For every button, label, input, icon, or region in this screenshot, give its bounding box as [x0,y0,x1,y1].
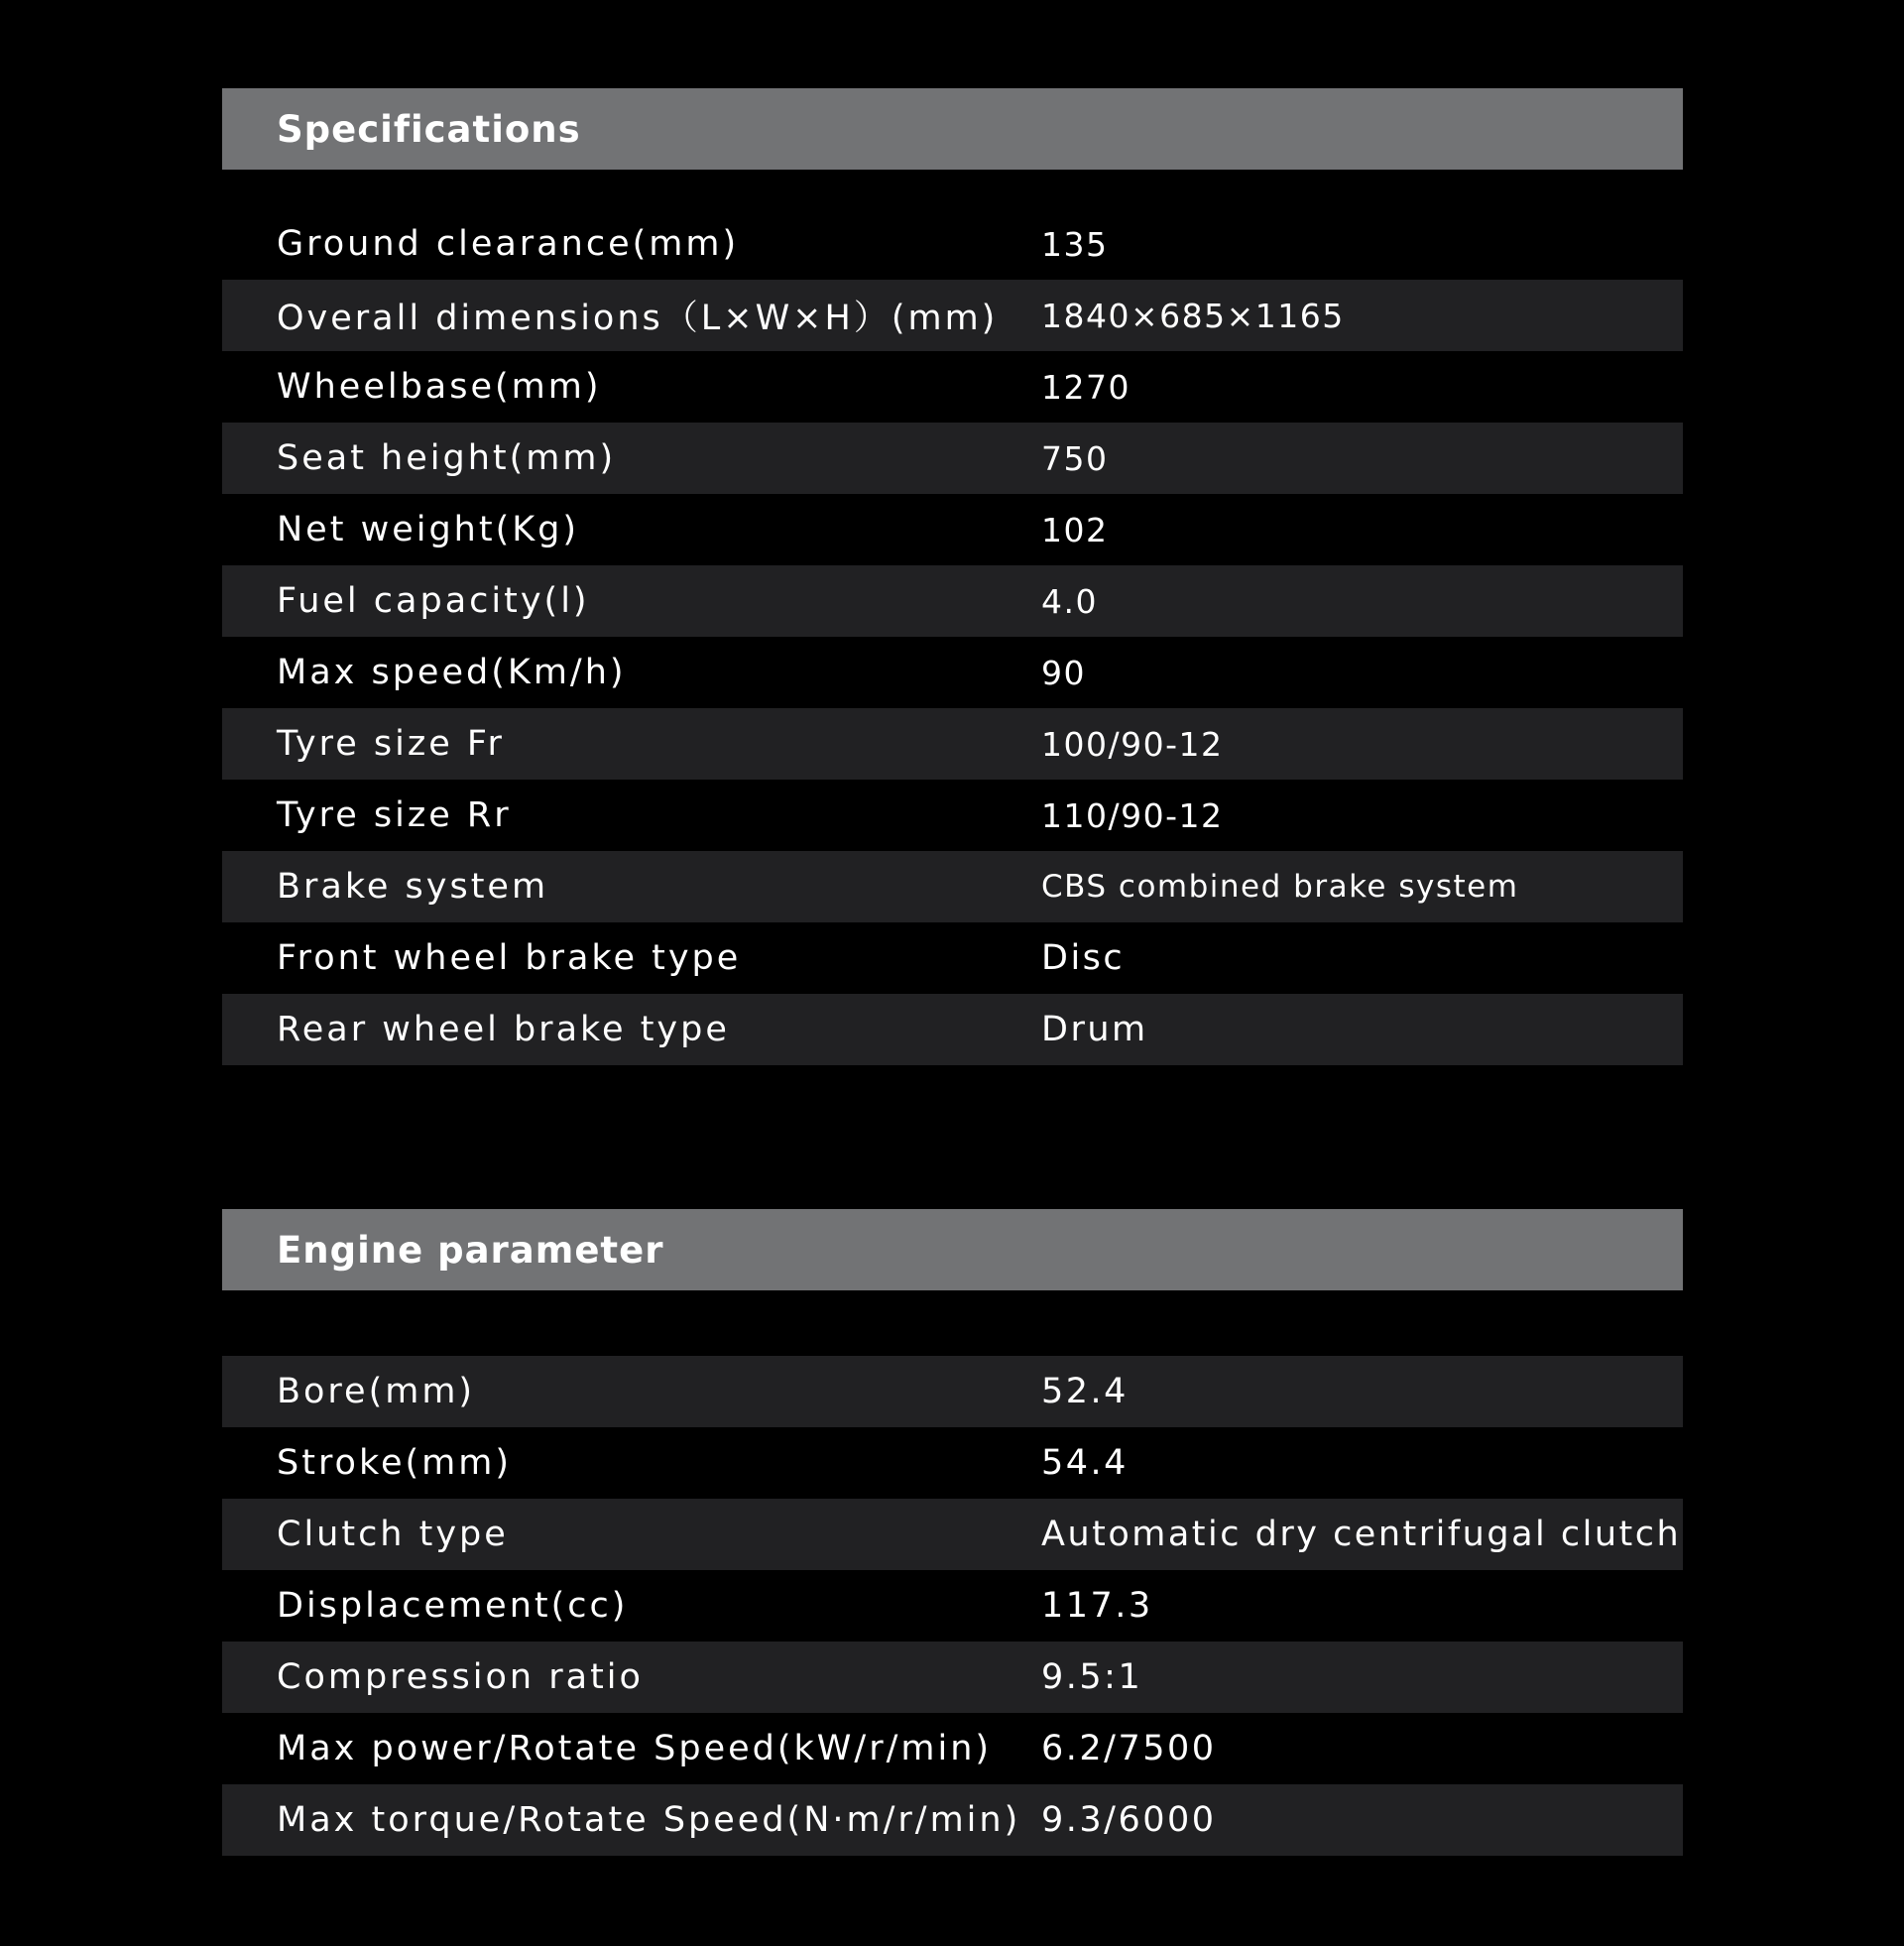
table-row [222,351,1683,423]
spec-value: Automatic dry centrifugal clutch [1041,1515,1682,1554]
spec-value: 1840×685×1165 [1041,296,1345,335]
spec-label: Overall dimensions（L×W×H）(mm) [277,299,999,338]
spec-label: Max speed(Km/h) [277,653,627,692]
spec-value: 52.4 [1041,1372,1129,1411]
table-row [222,922,1683,994]
spec-label: Front wheel brake type [277,938,742,978]
spec-label: Bore(mm) [277,1372,476,1411]
spec-label: Net weight(Kg) [277,510,580,549]
spec-label: Tyre size Fr [277,724,505,764]
spec-label: Brake system [277,867,549,907]
spec-label: Ground clearance(mm) [277,224,740,264]
spec-value: 54.4 [1041,1443,1129,1483]
table-row [222,423,1683,494]
spec-value: 1270 [1041,367,1130,407]
table-row [222,494,1683,565]
table-row [222,1427,1683,1499]
table-row [222,208,1683,280]
specifications-header [222,88,1683,170]
table-row [222,637,1683,708]
table-row [222,708,1683,780]
spec-value: 9.5:1 [1041,1657,1143,1697]
spec-value: 117.3 [1041,1586,1153,1626]
spec-label: Tyre size Rr [277,795,512,835]
table-row [222,280,1683,351]
spec-value: 4.0 [1041,581,1098,621]
table-row [222,1713,1683,1784]
spec-value: 110/90-12 [1041,795,1224,835]
spec-value: CBS combined brake system [1041,869,1519,905]
spec-label: Seat height(mm) [277,438,617,478]
table-row [222,1642,1683,1713]
table-row [222,1499,1683,1570]
table-row [222,565,1683,637]
engine-title: Engine parameter [277,1228,664,1272]
table-row [222,1784,1683,1856]
spec-label: Stroke(mm) [277,1443,513,1483]
engine-table [222,1356,1683,1856]
table-row [222,851,1683,922]
specifications-title: Specifications [277,107,581,151]
spec-value: 100/90-12 [1041,724,1224,764]
table-row [222,994,1683,1065]
spec-label: Max power/Rotate Speed(kW/r/min) [277,1729,993,1768]
engine-header [222,1209,1683,1290]
spec-value: 90 [1041,653,1086,692]
spec-value: Disc [1041,938,1126,978]
table-row [222,1356,1683,1427]
spec-value: 102 [1041,510,1109,549]
spec-label: Wheelbase(mm) [277,367,602,407]
spec-label: Rear wheel brake type [277,1010,730,1049]
spec-value: 9.3/6000 [1041,1800,1217,1840]
spec-label: Fuel capacity(l) [277,581,590,621]
spec-value: 135 [1041,224,1109,264]
spec-label: Max torque/Rotate Speed(N·m/r/min) [277,1800,1021,1840]
table-row [222,1570,1683,1642]
spec-label: Compression ratio [277,1657,644,1697]
table-row [222,780,1683,851]
spec-value: 750 [1041,438,1109,478]
spec-value: 6.2/7500 [1041,1729,1217,1768]
specifications-table [222,208,1683,1065]
spec-label: Clutch type [277,1515,509,1554]
spec-value: Drum [1041,1010,1148,1049]
spec-label: Displacement(cc) [277,1586,629,1626]
